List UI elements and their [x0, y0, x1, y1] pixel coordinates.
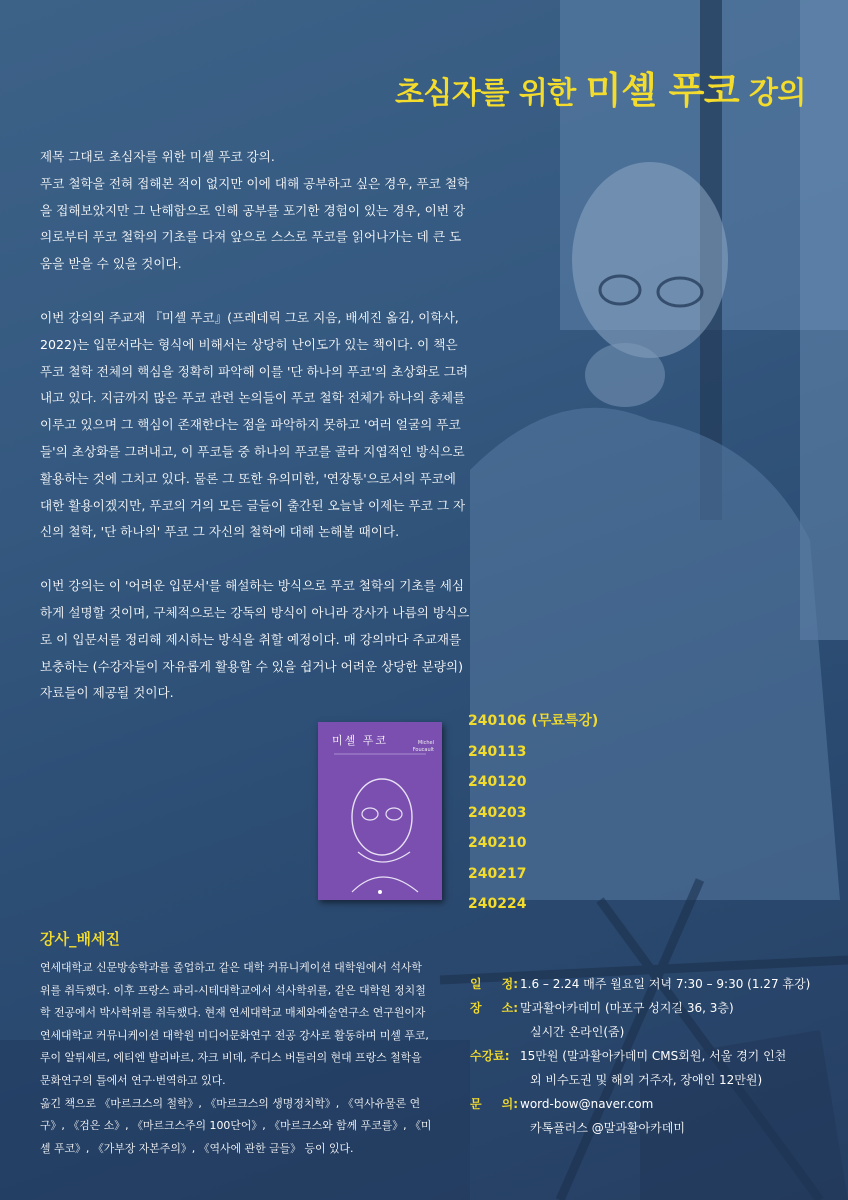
contact-kakao[interactable]: 카톡플러스 @말과활아카데미	[530, 1121, 685, 1135]
intro-paragraph-3: 이번 강의는 이 '어려운 입문서'를 해설하는 방식으로 푸코 철학의 기초를 세심하게 설명할 것이며, 구체적으로는 강독의 방식이 아니라 강사가 나름의 방식으로 이 입문서를 정리해 제시하는 방식을 취할 예정이다. 매 강의마다 주교재를 보충하는 (수강자들이 자유롭게 활용할 수 있을 쉽거나 어려운 상당한 분량의) 자료들이 제공될 것이다.	[40, 578, 470, 701]
date-item: 240224	[468, 896, 527, 912]
fee-note: 외 비수도권 및 해외 거주자, 장애인 12만원)	[530, 1073, 763, 1087]
intro-paragraph-1: 제목 그대로 초심자를 위한 미셸 푸코 강의. 푸코 철학을 전혀 접해본 적이 없지만 이에 대해 공부하고 싶은 경우, 푸코 철학을 접해보았지만 그 난해함으로 인해 공부를 포기한 경험이 있는 경우, 이번 강의로부터 푸코 철학의 기초를 다져 앞으로 스스로 푸코를 읽어나가는 데 큰 도움을 받을 수 있을 것이다.	[40, 149, 470, 272]
intro-text	[40, 144, 470, 734]
date-item: 240217	[468, 865, 527, 882]
place-online: 실시간 온라인(줌)	[530, 1025, 625, 1039]
date-item: 240203	[468, 804, 527, 821]
book-title: 미셸 푸코	[332, 734, 389, 747]
title-name: 미셸 푸코	[585, 69, 740, 112]
fee-label: 수강료:	[470, 1049, 510, 1063]
schedule-label: 일 정:	[470, 977, 518, 991]
book-cover	[318, 722, 442, 900]
place-row	[470, 996, 830, 1020]
book-author: Michel Foucault	[412, 740, 434, 753]
fee-value: 15만원 (말과활아카데미 CMS회원, 서울 경기 인천	[520, 1049, 787, 1063]
contact-email[interactable]: word-bow@naver.com	[520, 1097, 654, 1111]
fee-row	[470, 1044, 830, 1068]
schedule-row	[470, 972, 830, 996]
date-item: 240120	[468, 774, 527, 790]
instructor-bio: 연세대학교 신문방송학과를 졸업하고 같은 대학 커뮤니케이션 대학원에서 석사학위를 취득했다. 이후 프랑스 파리-시테대학교에서 석사학위를, 같은 대학원 정치철학 전공에서 박사학위를 취득했다. 현재 연세대학교 매체와예술연구소 연구원이자 연세대학교 커뮤니케이션 대학원 미디어문화연구 전공 강사로 활동하며 미셸 푸코, 루이 알튀세르, 에티엔 발리바르, 자크 비데, 주디스 버틀러의 현대 프랑스 철학을 문화연구의 틀에서 연구·번역하고 있다. 옮긴 책으로 《마르크스의 철학》, 《마르크스의 생명정치학》, 《역사유물론 연구》, 《검은 소》, 《마르크스주의 100단어》, 《마르크스와 함께 푸코를》, 《미셸 푸코》, 《가부장 자본주의》, 《역사에 관한 글들》 등이 있다.	[40, 961, 432, 1155]
contact-row	[470, 1092, 830, 1116]
intro-paragraph-2: 이번 강의의 주교재 『미셸 푸코』(프레데릭 그로 지음, 배세진 옮김, 이학사, 2022)는 입문서라는 형식에 비해서는 상당히 난이도가 있는 책이다. 이 책은 푸코 철학 전체의 핵심을 정확히 파악해 이를 '단 하나의 푸코'의 초상화로 그려내고 있다. 지금까지 많은 푸코 관련 논의들이 푸코 철학 전체가 하나의 총체를 이루고 있으며 그 핵심이 존재한다는 점을 파악하지 못하고 '여러 얼굴의 푸코들'의 초상화를 그려내고, 이 푸코들 중 하나의 푸코를 골라 지엽적인 방식으로 활용하는 것에 그치고 있다. 물론 그 또한 유의미한, '연장통'으로서의 푸코에 대한 활용이겠지만, 푸코의 거의 모든 글들이 출간된 오늘날 이제는 푸코 그 자신의 철학, '단 하나의' 푸코 그 자신의 철학에 대해 논해볼 때이다.	[40, 309, 469, 540]
course-info	[470, 972, 830, 1140]
poster-title	[395, 60, 806, 114]
title-prefix: 초심자를 위한	[394, 76, 586, 111]
contact-label: 문 의:	[470, 1097, 518, 1111]
book-portrait-illustration	[318, 722, 442, 900]
schedule-value: 1.6 – 2.24 매주 월요일 저녁 7:30 – 9:30 (1.27 휴강)	[520, 977, 811, 991]
instructor-heading: 강사_배세진	[40, 930, 120, 948]
date-item: 240106 (무료특강)	[468, 713, 599, 729]
date-item: 240113	[468, 743, 527, 760]
date-item: 240210	[468, 835, 527, 851]
title-suffix: 강의	[739, 76, 806, 111]
place-label: 장 소:	[470, 1001, 518, 1015]
lecture-dates	[468, 710, 598, 924]
place-value: 말과활아카데미 (마포구 성지길 36, 3층)	[520, 1001, 734, 1015]
